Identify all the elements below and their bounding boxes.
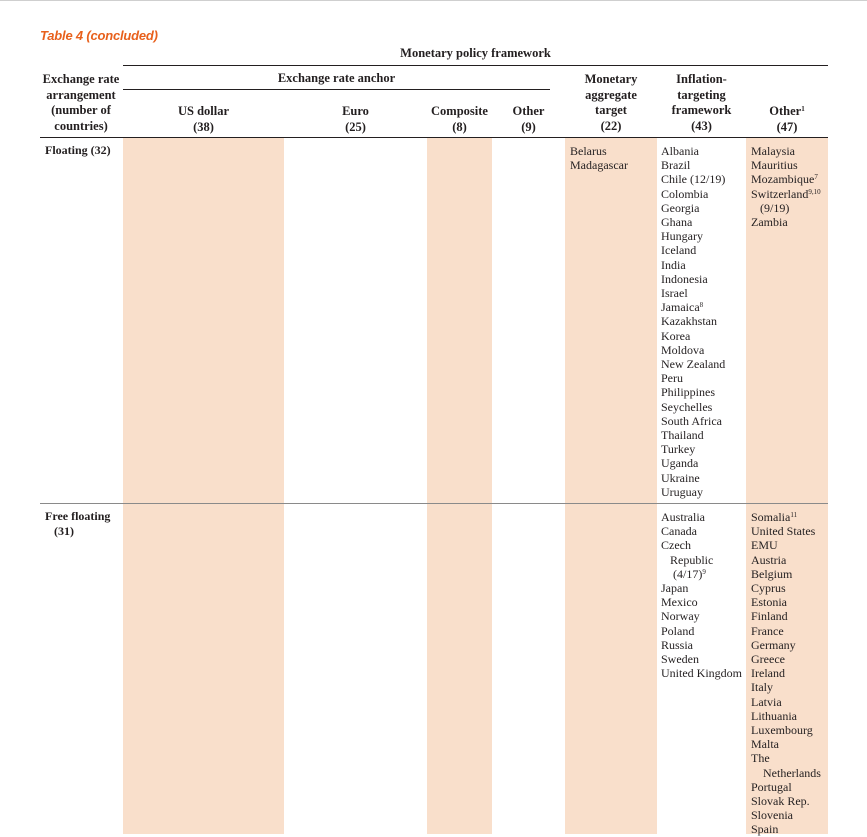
- list-item: Czech: [661, 538, 691, 553]
- list-item: Belgium: [751, 566, 793, 581]
- list-item: Uruguay: [661, 484, 703, 499]
- list-item: Brazil: [661, 158, 691, 173]
- list-item: Japan: [661, 581, 689, 596]
- framework-rule: [123, 65, 828, 66]
- monetary-aggregate-column-header: Monetary aggregate target (22): [584, 72, 638, 133]
- list-item: Lithuania: [751, 708, 797, 723]
- list-item: New Zealand: [661, 357, 726, 372]
- floating-monetary-cell: [570, 144, 628, 172]
- list-item: Norway: [661, 609, 700, 624]
- list-item: Australia: [661, 510, 705, 524]
- table-caption: Table 4 (concluded): [40, 28, 158, 43]
- list-item: The: [751, 751, 770, 766]
- anchor-rule: [123, 89, 550, 90]
- list-item: Republic: [670, 552, 714, 567]
- list-item: Austria: [751, 552, 787, 567]
- list-item: Somalia$^{11}$: [751, 510, 798, 524]
- composite-column-shade: [427, 138, 492, 834]
- list-item: Uganda: [661, 456, 699, 471]
- composite-column-header: Composite (8): [431, 104, 488, 134]
- list-item: Slovak Rep.: [751, 794, 810, 809]
- list-item: Sweden: [661, 652, 699, 667]
- list-item: Slovenia: [751, 808, 793, 823]
- list-item: Germany: [751, 637, 796, 652]
- list-item: Philippines: [661, 385, 716, 400]
- list-item: Korea: [661, 328, 691, 343]
- top-rule: [0, 0, 867, 1]
- list-item: Estonia: [751, 595, 787, 610]
- list-item: $(4/17)^9$: [673, 566, 706, 581]
- list-item: France: [751, 623, 784, 638]
- list-item: Spain: [751, 822, 779, 837]
- list-item: Moldova: [661, 342, 705, 357]
- list-item: Seychelles: [661, 399, 713, 414]
- list-item: Albania: [661, 144, 699, 158]
- free-floating-inflation-cell: [661, 510, 742, 680]
- list-item: Georgia: [661, 200, 700, 215]
- list-item: Colombia: [661, 186, 709, 201]
- list-item: Finland: [751, 609, 788, 624]
- list-item: Latvia: [751, 694, 782, 709]
- floating-other-cell: [751, 144, 821, 229]
- exchange-rate-anchor-header: Exchange rate anchor: [277, 71, 396, 85]
- list-item: Israel: [661, 286, 688, 301]
- stub-header: Exchange rate arrangement (number of countries): [42, 72, 120, 133]
- usd-column-header: US dollar (38): [177, 104, 230, 134]
- list-item: EMU: [751, 538, 778, 553]
- list-item: Jamaica$^8$: [661, 300, 704, 315]
- list-item: Canada: [661, 524, 697, 539]
- list-item: Hungary: [661, 229, 703, 244]
- list-item: Ireland: [751, 666, 785, 681]
- inflation-targeting-column-header: Inflation- targeting framework (43): [671, 72, 732, 133]
- list-item: Ukraine: [661, 470, 700, 485]
- list-item: Iceland: [661, 243, 697, 258]
- row-separator-rule: [40, 503, 828, 504]
- header-bottom-rule: [40, 137, 828, 138]
- list-item: Greece: [751, 652, 785, 667]
- list-item: Belarus: [570, 144, 607, 158]
- list-item: United States: [751, 524, 816, 539]
- euro-column-header: Euro (25): [342, 104, 369, 134]
- list-item: Ghana: [661, 215, 693, 230]
- list-item: Switzerland$^{9,10}$: [751, 186, 821, 201]
- list-item: United Kingdom: [661, 666, 742, 681]
- list-item: Portugal: [751, 779, 792, 794]
- list-item: Mexico: [661, 595, 698, 610]
- floating-inflation-cell: [661, 144, 725, 499]
- list-item: Malaysia: [751, 144, 795, 158]
- other-anchor-column-header: Other (9): [512, 104, 545, 134]
- list-item: Mozambique$^7$: [751, 172, 818, 187]
- list-item: Russia: [661, 637, 694, 652]
- list-item: Turkey: [661, 442, 696, 457]
- free-floating-row-label: Free floating (31): [45, 509, 111, 538]
- list-item: Peru: [661, 371, 683, 386]
- monetary-policy-framework-header: Monetary policy framework: [400, 46, 551, 60]
- list-item: Kazakhstan: [661, 314, 717, 329]
- list-item: Luxembourg: [751, 723, 813, 738]
- list-item: Indonesia: [661, 271, 708, 286]
- list-item: South Africa: [661, 413, 722, 428]
- other-column-header: Other$^1$ (47): [769, 104, 805, 134]
- list-item: Italy: [751, 680, 773, 695]
- list-item: (9/19): [760, 200, 790, 215]
- list-item: Malta: [751, 737, 779, 752]
- usd-column-shade: [123, 138, 284, 834]
- list-item: India: [661, 257, 686, 272]
- list-item: Poland: [661, 623, 695, 638]
- list-item: Cyprus: [751, 581, 786, 596]
- free-floating-other-cell: [751, 510, 821, 837]
- list-item: Thailand: [661, 428, 704, 443]
- monetary-column-shade: [565, 138, 657, 834]
- list-item: Zambia: [751, 215, 788, 230]
- list-item: Madagascar: [570, 158, 628, 173]
- list-item: Mauritius: [751, 158, 798, 173]
- list-item: Chile (12/19): [661, 172, 726, 187]
- list-item: Netherlands: [763, 765, 821, 780]
- floating-row-label: Floating (32): [45, 143, 111, 157]
